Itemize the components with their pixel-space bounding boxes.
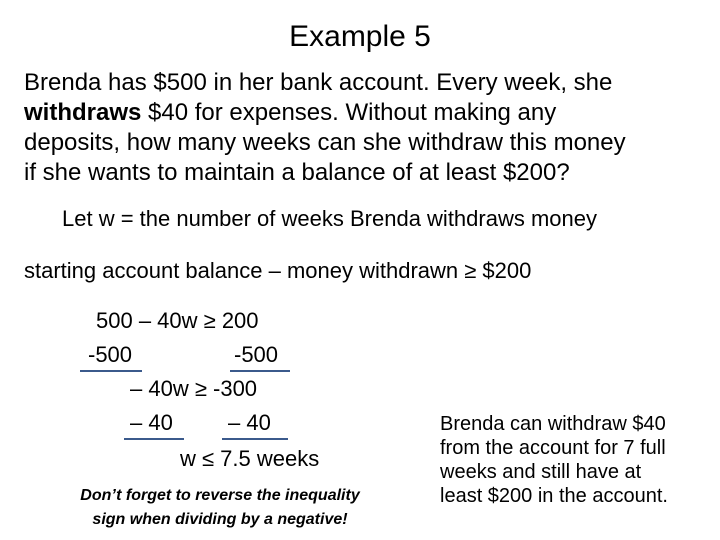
conclusion-line-4: least $200 in the account.	[440, 485, 668, 507]
underline-divide-left	[124, 438, 184, 440]
step-5: w ≤ 7.5 weeks	[180, 446, 320, 471]
conclusion-line-1: Brenda can withdraw $40	[440, 413, 666, 435]
problem-line-3: deposits, how many weeks can she withdraw this money	[24, 129, 626, 156]
step-2-left: -500	[88, 342, 133, 367]
problem-line-2-rest: $40 for expenses. Without making any	[141, 99, 557, 126]
slide-title: Example 5	[289, 20, 431, 53]
conclusion-text	[440, 412, 668, 508]
problem-statement	[24, 68, 704, 188]
problem-line-1: Brenda has $500 in her bank account. Every week, she	[24, 69, 613, 96]
underline-right	[230, 370, 290, 372]
underline-left	[80, 370, 142, 372]
step-1: 500 – 40w ≥ 200	[96, 308, 259, 333]
note-line-2: sign when dividing by a negative!	[92, 511, 348, 528]
problem-line-4: if she wants to maintain a balance of at least $200?	[24, 159, 570, 186]
step-3: – 40w ≥ -300	[130, 376, 258, 401]
step-2-right: -500	[234, 342, 279, 367]
problem-bold-word: withdraws	[24, 99, 142, 126]
conclusion-line-2: from the account for 7 full	[440, 437, 666, 459]
step-4-left: – 40	[130, 410, 173, 435]
step-4-right: – 40	[228, 410, 271, 435]
variable-definition: Let w = the number of weeks Brenda withdraws money	[62, 206, 597, 231]
problem-line-2	[24, 98, 704, 128]
underline-divide-right	[222, 438, 288, 440]
conclusion-line-3: weeks and still have at	[440, 461, 642, 483]
reminder-note	[40, 484, 400, 532]
verbal-inequality: starting account balance – money withdrawn ≥ $200	[24, 258, 532, 283]
note-line-1: Don’t forget to reverse the inequality	[80, 487, 360, 504]
